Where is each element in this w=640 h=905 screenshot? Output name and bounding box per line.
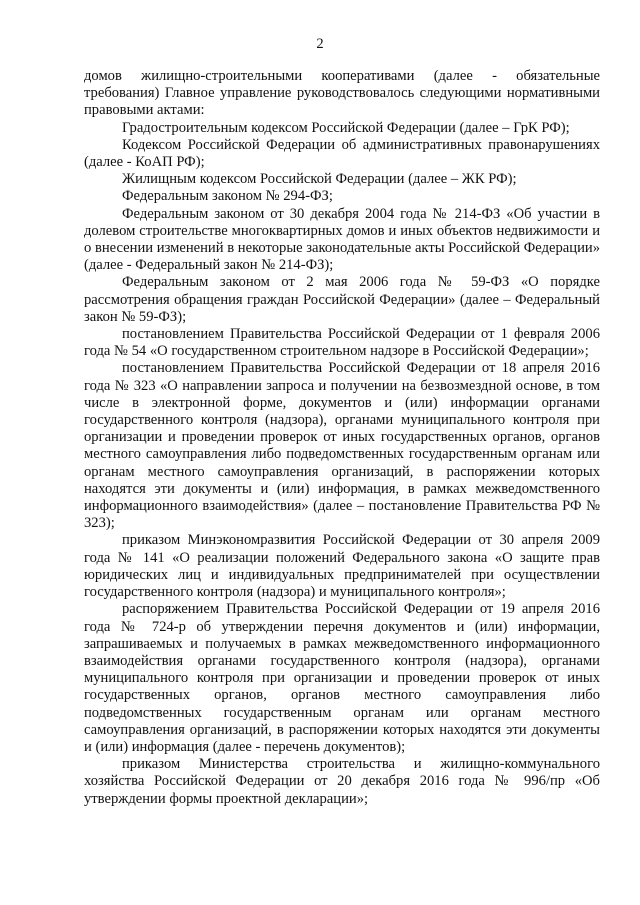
paragraph-prikaz-141: приказом Минэкономразвития Российской Федерации от 30 апреля 2009 года № 141 «О реализации положений Федерального закона «О защите прав юридических лиц и индивидуальных предпринимателей при осуществлении государственного контроля (надзора) и муниципального контроля»;: [84, 532, 600, 601]
paragraph-fz-59: Федеральным законом от 2 мая 2006 года № 59-ФЗ «О порядке рассмотрения обращения граждан Российской Федерации» (далее – Федеральный закон № 59-ФЗ);: [84, 274, 600, 325]
document-body: [84, 68, 600, 808]
paragraph-postanovlenie-323: постановлением Правительства Российской Федерации от 18 апреля 2016 года № 323 «О направлении запроса и получении на безвозмездной основе, в том числе в электронной форме, документов и (или) информации органами государственного контроля (надзора), органами муниципального контроля при организации и проведении проверок от иных государственных органов, органов местного самоуправления либо подведомственных государственным органам или органам местного самоуправления организаций, в распоряжении которых находятся эти документы и (или) информация, в рамках межведомственного информационного взаимодействия» (далее – постановление Правительства РФ № 323);: [84, 360, 600, 532]
paragraph-intro: домов жилищно-строительными кооперативами (далее - обязательные требования) Главное управление руководствовалось следующими нормативными правовыми актами:: [84, 68, 600, 119]
paragraph-fz-294: Федеральным законом № 294-ФЗ;: [122, 188, 333, 205]
page-number: 2: [316, 36, 324, 52]
paragraph-prikaz-996: приказом Министерства строительства и жилищно-коммунального хозяйства Российской Федерации от 20 декабря 2016 года № 996/пр «Об утверждении формы проектной декларации»;: [84, 756, 600, 807]
paragraph-zhk: Жилищным кодексом Российской Федерации (далее – ЖК РФ);: [122, 171, 517, 188]
paragraph-fz-214: Федеральным законом от 30 декабря 2004 года № 214-ФЗ «Об участии в долевом строительстве многоквартирных домов и иных объектов недвижимости и о внесении изменений в некоторые законодательные акты Российской Федерации» (далее - Федеральный закон № 214-ФЗ);: [84, 205, 600, 274]
paragraph-grk: Градостроительным кодексом Российской Федерации (далее – ГрК РФ);: [122, 119, 570, 136]
paragraph-rasporyazhenie-724: распоряжением Правительства Российской Федерации от 19 апреля 2016 года № 724-р об утверждении перечня документов и (или) информации, запрашиваемых и получаемых в рамках межведомственного информационного взаимодействия органами государственного контроля (надзора), органами муниципального контроля при организации и проведении проверок от иных государственных органов, органов местного самоуправления либо подведомственных государственным органам или органам местного самоуправления организаций, в распоряжении которых находятся эти документы и (или) информация (далее - перечень документов);: [84, 601, 600, 755]
paragraph-postanovlenie-54: постановлением Правительства Российской Федерации от 1 февраля 2006 года № 54 «О государственном строительном надзоре в Российской Федерации»;: [84, 326, 600, 360]
paragraph-koap: Кодексом Российской Федерации об административных правонарушениях (далее - КоАП РФ);: [84, 136, 600, 171]
